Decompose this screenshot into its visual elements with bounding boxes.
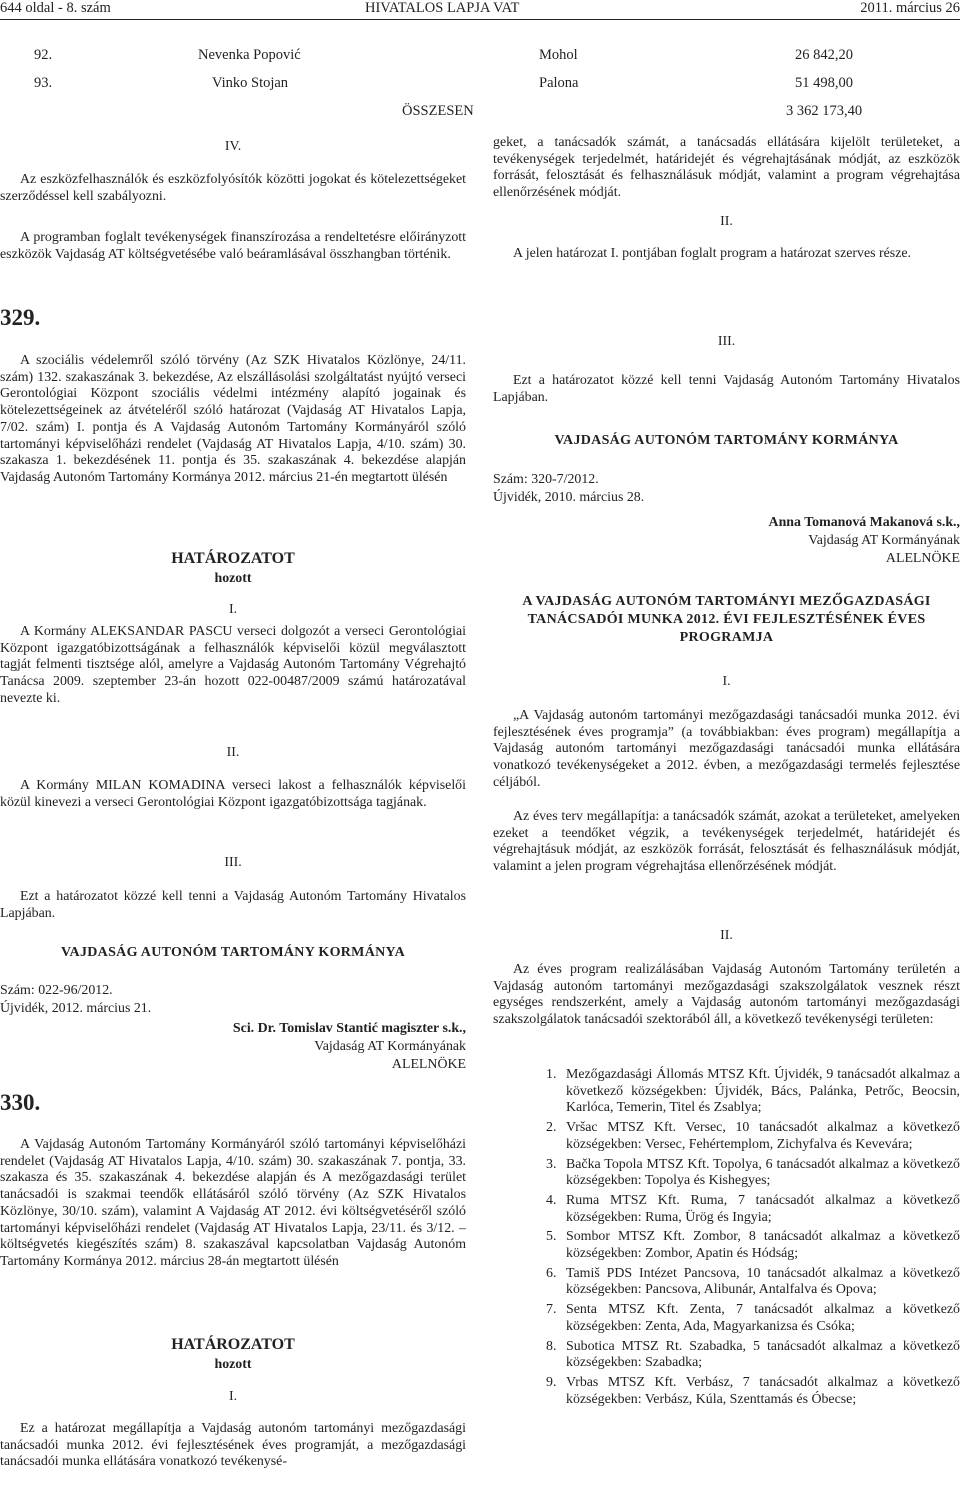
date-place: Újvidék, 2012. március 21. [0, 1001, 152, 1016]
decision-subtitle: hozott [214, 1357, 252, 1372]
item-number: 6. [546, 1265, 557, 1281]
paragraph: Az eszközfelhasználók és eszközfolyósítók közötti jogokat és kötelezettségeket szerződéssel kell szabályozni. [0, 172, 466, 204]
paragraph: geket, a tanácsadók számát, a tanácsadás ellátására kijelölt területeket, a tevékenységek terjedelmét, határidejét és végrehajtásának módját, az eszközök forrását, felosztását és felhasználásuk módját, valamint a program végrehajtása ellenőrzésének módját. [493, 135, 960, 201]
row-amount: 26 842,20 [795, 47, 853, 63]
item-number: 7. [546, 1302, 557, 1318]
paragraph: Az éves program realizálásában Vajdaság Autonóm Tartomány területén a Vajdaság autonóm tartományi mezőgazdasági szakszolgálatok vesznek részt egységes rendszerként, amely a Vajdaság autonóm tartományi mezőgazdasági szakszolgálatok tanácsadói szektorából áll, a következő tevékenységi területen: [493, 962, 960, 1028]
paragraph: Ez a határozat megállapítja a Vajdaság autonóm tartományi mezőgazdasági tanácsadói munka 2012. évi fejlesztésének éves programját, a mezőgazdasági tanácsadói munka ellátására vonatkozó tevékenysé- [0, 1421, 466, 1470]
section-heading: II. [226, 745, 240, 760]
row-name: Nevenka Popović [198, 47, 301, 63]
table-row [0, 75, 960, 95]
signatory-name: Anna Tomanová Makanová s.k., [768, 515, 960, 530]
section-heading: II. [720, 928, 733, 943]
item-number: 4. [546, 1192, 557, 1208]
reference-number: Szám: 022-96/2012. [0, 983, 113, 998]
item-text: Vršac MTSZ Kft. Versec, 10 tanácsadót alkalmaz a következő községekben: Versec, Fehértemplom, Zichyfalva és Kevevára; [566, 1120, 960, 1152]
item-number: 8. [546, 1338, 557, 1354]
paragraph: A Kormány MILAN KOMADINA verseci lakost a felhasználók képviselői közül kinevezi a verseci Gerontológiai Központ igazgatóbizottsága tagjának. [0, 778, 466, 810]
advisor-list [493, 1067, 960, 1411]
paragraph: A jelen határozat I. pontjában foglalt program a határozat szerves része. [513, 246, 912, 261]
date-place: Újvidék, 2010. március 28. [493, 490, 645, 505]
issue-date: 2011. március 26 [860, 0, 960, 16]
item-text: Ruma MTSZ Kft. Ruma, 7 tanácsadót alkalmaz a következő községekben: Ruma, Ürög és Ingyia; [566, 1192, 960, 1225]
item-text: Vrbas MTSZ Kft. Verbász, 7 tanácsadót alkalmaz a következő községekben: Verbász, Kúla, Szenttamás és Óbecse; [566, 1374, 960, 1407]
decision-title: HATÁROZATOT [171, 550, 295, 567]
list-item [493, 1375, 960, 1408]
item-number: 1. [546, 1067, 557, 1082]
row-place: Palona [539, 75, 579, 91]
section-heading: III. [717, 334, 736, 349]
list-item [493, 1157, 960, 1190]
paragraph: Az éves terv megállapítja: a tanácsadók számát, azokat a területeket, amelyeken ezeket a teendőket végzik, a tevékenységek terjedelmét, határidejét és végrehajtásuk módját, az eszközök forrását, felosztását és felhasználásuk módját, valamint a jelen program végrehajtása ellenőrzésének módját. [493, 809, 960, 875]
signatory-title: ALELNÖKE [885, 551, 960, 566]
program-title: A VAJDASÁG AUTONÓM TARTOMÁNYI MEZŐGAZDASÁGI TANÁCSADÓI MUNKA 2012. ÉVI FEJLESZTÉSÉNEK ÉVES PROGRAMJA [522, 594, 931, 645]
list-item [493, 1302, 960, 1335]
journal-title: HIVATALOS LAPJA VAT [365, 0, 520, 16]
item-number: 2. [546, 1120, 557, 1136]
page-number: 644 oldal - 8. szám [0, 0, 111, 16]
row-place: Mohol [539, 47, 578, 63]
section-heading: I. [228, 602, 238, 617]
item-text: Mezőgazdasági Állomás MTSZ Kft. Újvidék, 9 tanácsadót alkalmaz a következő községekben: Újvidék, Bács, Palánka, Petrőc, Beocsin, Karlóca, Temerin, Titel és Zsablya; [566, 1067, 960, 1116]
item-number: 5. [546, 1229, 557, 1245]
item-number: 9. [546, 1374, 557, 1390]
row-number: 93. [34, 75, 53, 91]
signatory-name: Sci. Dr. Tomislav Stantić magiszter s.k., [232, 1021, 466, 1036]
table-total-row [0, 103, 960, 123]
paragraph: A programban foglalt tevékenységek finanszírozása a rendeltetésre előirányzott eszközök Vajdaság AT költségvetésébe való beáramlásával összhangban történik. [0, 230, 466, 262]
government-name: VAJDASÁG AUTONÓM TARTOMÁNY KORMÁNYA [60, 945, 406, 960]
table-row [0, 47, 960, 67]
signatory-role: Vajdaság AT Kormányának [808, 533, 960, 548]
decision-subtitle: hozott [214, 571, 252, 586]
government-name: VAJDASÁG AUTONÓM TARTOMÁNY KORMÁNYA [554, 433, 899, 448]
header-rule [0, 19, 960, 20]
decision-number: 329. [0, 305, 41, 330]
list-item [493, 1193, 960, 1226]
paragraph: A Vajdaság Autonóm Tartomány Kormányáról szóló tartományi képviselőházi rendelet (Vajdaság AT Hivatalos Lapja, 4/10. szám) 30. szakaszának 7. pontja, 33. szakasza és 35. szakaszának 4. bekezdése alapján és A mezőgazdasági terület tanácsadói is szakmai teendők ellátásáról szóló törvény (Az SZK Hivatalos Közlönye, 30/10. szám), valamint A Vajdaság AT 2012. évi költségvetéséről szóló tartományi képviselőházi rendelet (Vajdaság AT Hivatalos Lapja, 23/11. és 3/12. – költségvetés kiegészítés szám) 8. szakaszával kapcsolatban Vajdaság Autonóm Tartomány Kormánya 2012. március 28-án megtartott ülésén [0, 1137, 466, 1269]
list-item [493, 1120, 960, 1153]
total-amount: 3 362 173,40 [786, 103, 863, 119]
list-item [493, 1266, 960, 1299]
decision-title: HATÁROZATOT [171, 1336, 295, 1353]
paragraph: Ezt a határozatot közzé kell tenni Vajdaság Autonóm Tartomány Hivatalos Lapjában. [493, 373, 960, 405]
row-number: 92. [34, 47, 53, 63]
list-item [493, 1229, 960, 1262]
paragraph: Ezt a határozatot közzé kell tenni a Vajdaság Autonóm Tartomány Hivatalos Lapjában. [0, 889, 466, 921]
item-text: Senta MTSZ Kft. Zenta, 7 tanácsadót alkalmaz a következő községekben: Zenta, Ada, Magyarkanizsa és Csóka; [566, 1302, 960, 1334]
row-amount: 51 498,00 [795, 75, 853, 91]
section-heading: I. [228, 1389, 238, 1404]
item-text: Bačka Topola MTSZ Kft. Topolya, 6 tanácsadót alkalmaz a következő községekben: Topolya és Kishegyes; [566, 1156, 960, 1189]
row-name: Vinko Stojan [212, 75, 289, 91]
paragraph: A szociális védelemről szóló törvény (Az SZK Hivatalos Közlönye, 24/11. szám) 132. szakaszának 3. bekezdése, Az elszállásolási szolgáltatást nyújtó verseci Gerontológiai Központ szociális védelmi intézmény alapító jogainak és kötelezettségeinek az átvételéről szóló határozat (Vajdaság AT Hivatalos Lapja, 7/02. szám) I. pontja és A Vajdaság Autonóm Tartomány Kormányáról szóló tartományi képviselőházi rendelet (Vajdaság AT Hivatalos Lapja, 4/10. szám) 30. szakasza 1. bekezdésének 11. pontja és 35. szakaszának 4. bekezdése alapján Vajdaság Autonóm Tartomány Kormánya 2012. március 21-én megtartott ülésén [0, 353, 466, 485]
section-heading: IV. [224, 139, 242, 154]
signatory-role: Vajdaság AT Kormányának [314, 1039, 466, 1054]
item-text: Tamiš PDS Intézet Pancsova, 10 tanácsadót alkalmaz a következő községekben: Pancsova, Alibunár, Antalfalva és Opova; [566, 1265, 960, 1298]
section-heading: I. [722, 674, 731, 689]
item-number: 3. [546, 1156, 557, 1172]
page-header [0, 0, 960, 18]
total-label: ÖSSZESEN [402, 103, 474, 119]
section-heading: III. [224, 855, 242, 870]
signatory-title: ALELNÖKE [391, 1057, 466, 1072]
decision-number: 330. [0, 1090, 41, 1115]
paragraph: „A Vajdaság autonóm tartományi mezőgazdasági tanácsadói munka 2012. évi fejlesztésének éves programja” (a továbbiakban: éves program) megállapítja a Vajdaság autonóm tartományi mezőgazdasági tanácsadói munka ellátására vonatkozó tevékenységeket a 2012. évben, a mezőgazdasági termelés fejlesztése céljából. [493, 708, 960, 790]
paragraph: A Kormány ALEKSANDAR PASCU verseci dolgozót a verseci Gerontológiai Központ igazgatóbizottságának a felhasználók képviselői közül megválasztott tagját felmenti tisztsége alól, amelyre a Vajdaság Autonóm Tartomány Végrehajtó Tanácsa 2009. szeptember 23-án hozott 022-00487/2009 számú határozatával nevezte ki. [0, 624, 466, 706]
item-text: Subotica MTSZ Rt. Szabadka, 5 tanácsadót alkalmaz a következő községekben: Szabadka; [566, 1338, 960, 1371]
section-heading: II. [720, 214, 733, 229]
item-text: Sombor MTSZ Kft. Zombor, 8 tanácsadót alkalmaz a következő községekben: Zombor, Apatin és Hódság; [566, 1229, 960, 1262]
list-item [493, 1339, 960, 1372]
reference-number: Szám: 320-7/2012. [493, 472, 599, 487]
list-item [493, 1067, 960, 1117]
